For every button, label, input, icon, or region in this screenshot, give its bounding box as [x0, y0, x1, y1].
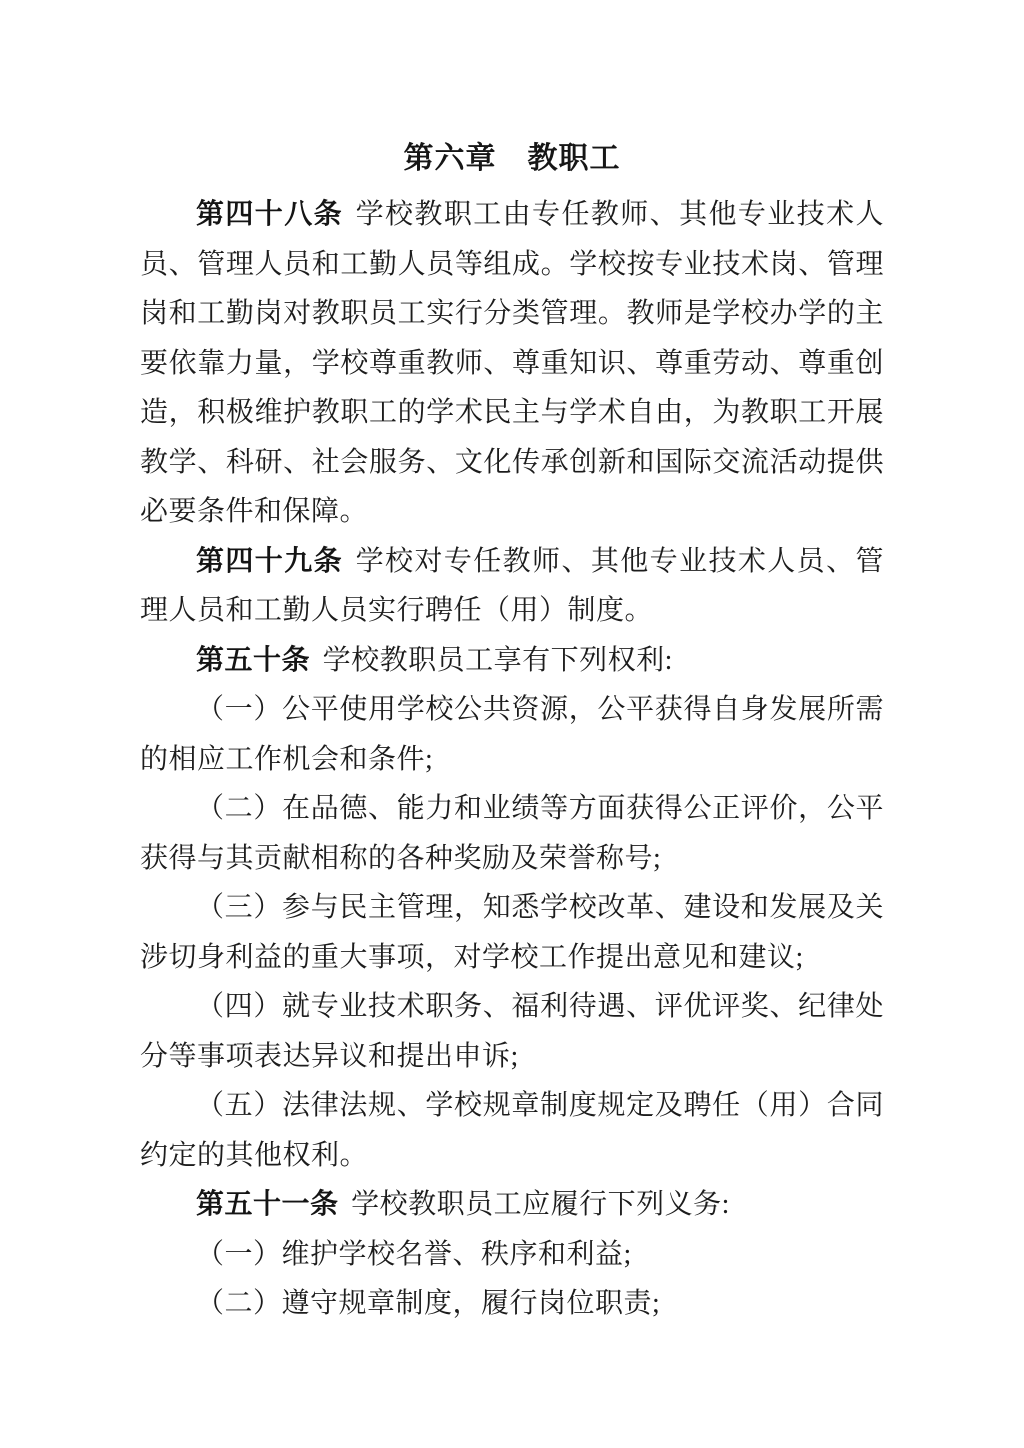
list-item-paragraph: （三）参与民主管理，知悉学校改革、建设和发展及关涉切身利益的重大事项，对学校工作提出意见和建议;	[140, 892, 884, 973]
list-item-paragraph: （一）公平使用学校公共资源，公平获得自身发展所需的相应工作机会和条件;	[140, 694, 884, 775]
article-number: 第五十条	[196, 644, 311, 676]
chapter-title: 第六章 教职工	[403, 142, 621, 175]
list-item-paragraph: （二）遵守规章制度，履行岗位职责;	[196, 1288, 661, 1319]
document-body	[140, 190, 884, 1329]
article-text: 学校教职员工应履行下列义务:	[351, 1189, 730, 1220]
article-paragraph-48	[140, 190, 884, 537]
article-number: 第五十一条	[196, 1189, 339, 1220]
article-number: 第四十九条	[196, 545, 344, 577]
article-paragraph-49	[140, 537, 884, 636]
article-paragraph-51	[140, 1180, 884, 1230]
list-item-paragraph: （四）就专业技术职务、福利待遇、评优评奖、纪律处分等事项表达异议和提出申诉;	[140, 991, 884, 1072]
article-text: 学校对专任教师、其他专业技术人员、管理人员和工勤人员实行聘任（用）制度。	[140, 545, 884, 626]
article-text: 学校教职工由专任教师、其他专业技术人员、管理人员和工勤人员等组成。学校按专业技术岗、管理岗和工勤岗对教职员工实行分类管理。教师是学校办学的主要依靠力量，学校尊重教师、尊重知识、尊重劳动、尊重创造，积极维护教职工的学术民主与学术自由，为教职工开展教学、科研、社会服务、文化传承创新和国际交流活动提供必要条件和保障。	[140, 199, 884, 527]
article-text: 学校教职员工享有下列权利:	[322, 644, 673, 676]
list-item-paragraph: （一）维护学校名誉、秩序和利益;	[196, 1238, 632, 1270]
list-item-paragraph: （五）法律法规、学校规章制度规定及聘任（用）合同约定的其他权利。	[140, 1090, 884, 1171]
article-paragraph-50	[140, 636, 884, 686]
list-item-paragraph: （二）在品德、能力和业绩等方面获得公正评价，公平获得与其贡献相称的各种奖励及荣誉称号;	[140, 793, 884, 874]
article-number: 第四十八条	[196, 199, 344, 230]
